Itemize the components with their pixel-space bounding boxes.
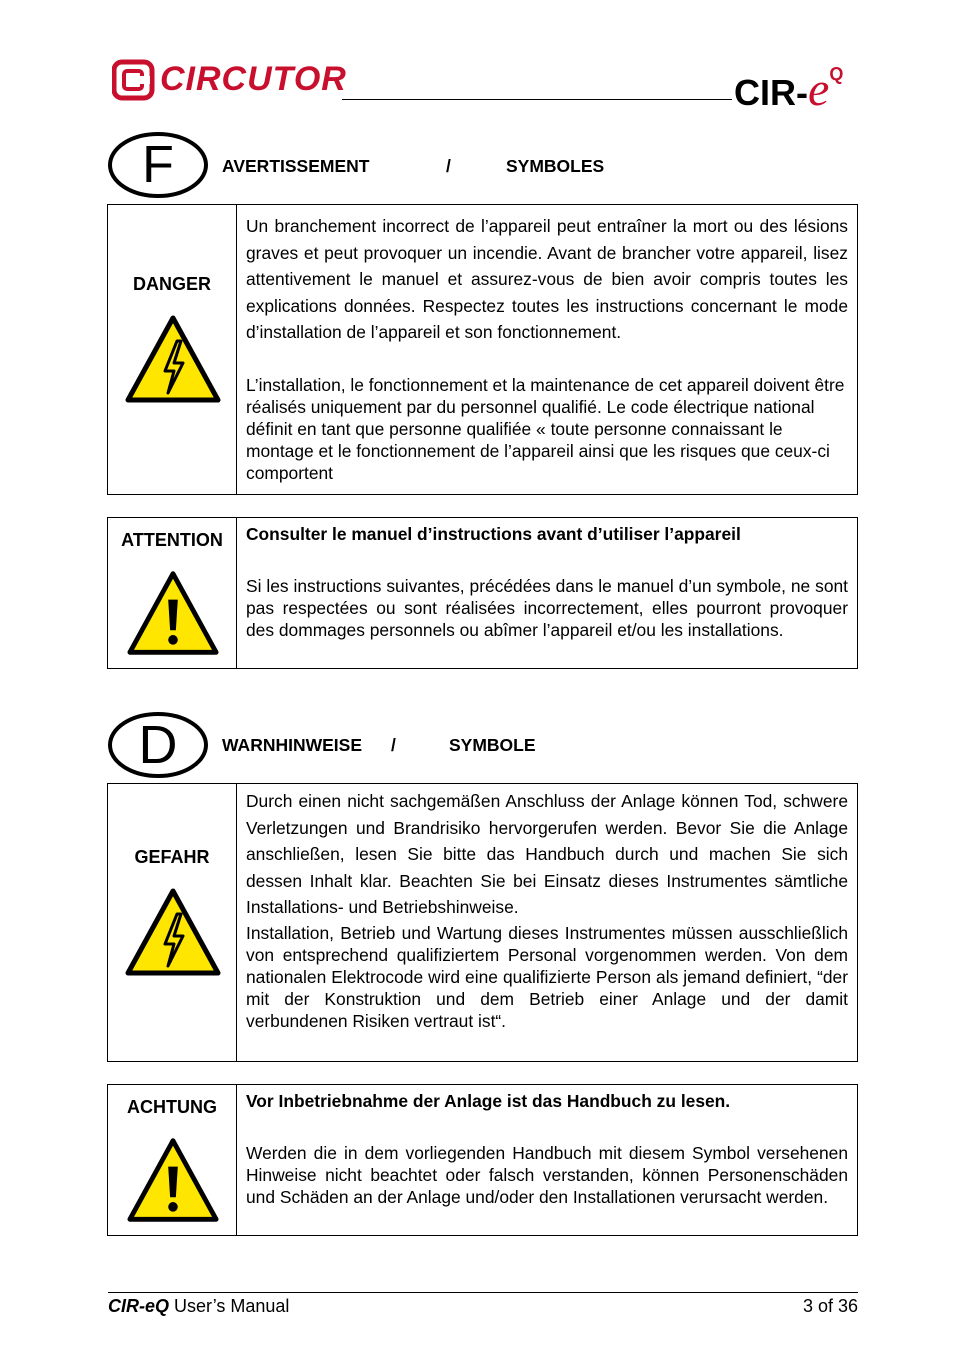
achtung-label: ACHTUNG xyxy=(127,1097,217,1117)
attention-heading: Consulter le manuel d’instructions avant d’utiliser l’appareil xyxy=(246,524,741,544)
product-logo: CIR-$e^Q$ xyxy=(734,63,844,116)
lang-badge-d xyxy=(108,712,208,778)
gefahr-para2: Installation, Betrieb und Wartung dieses Instrumentes müssen ausschließlich von entsprechend qualifiziertem Personal vorgenommen werden. Von dem nationalen Elektrocode wird eine qualifizierte Person als jemand definiert, “der mit der Konstruktion und dem Betrieb einer Anlage und der damit verbundenen Risiken vertraut ist“. xyxy=(246,923,848,1031)
achtung-box xyxy=(107,1084,858,1236)
column-divider xyxy=(236,205,237,494)
column-divider xyxy=(236,1085,237,1235)
page-number: 3 of 36 xyxy=(802,1296,858,1316)
header-rule xyxy=(342,99,732,100)
danger-label: DANGER xyxy=(132,274,211,294)
footer-rule xyxy=(108,1292,858,1293)
section-subtitle-fr: SYMBOLES xyxy=(506,156,605,176)
title-separator: / xyxy=(446,156,451,176)
danger-para1: Un branchement incorrect de l’appareil peut entraîner la mort ou des lésions graves et peut provoquer un incendie. Avant de brancher votre appareil, lisez attentivement le manuel et assurez-vous de bien avoir compris toutes les explications données. Respectez toutes les instructions concernant le mode d’installation de l’appareil et son fonctionnement. xyxy=(246,216,848,343)
section-title-de: WARNHINWEISE xyxy=(222,735,362,755)
column-divider xyxy=(236,518,237,668)
footer-manual-title: CIR-eQ User’s Manual xyxy=(108,1296,290,1316)
exclamation-warning-icon xyxy=(127,570,219,656)
achtung-para: Werden die in dem vorliegenden Handbuch mit diesem Symbol versehenen Hinweise nicht beachtet oder falsch verstanden, können Personenschäden und Schäden an der Anlage und/oder den Installationen verursacht werden. xyxy=(246,1143,848,1207)
title-separator: / xyxy=(391,735,396,755)
danger-para2: L’installation, le fonctionnement et la maintenance de cet appareil doivent être réalisés uniquement par du personnel qualifié. Le code électrique national définit en tant que personne qualifiée « toute personne connaissant le montage et le fonctionnement de l’appareil ainsi que les risques que ceux-ci comportent xyxy=(246,375,845,483)
column-divider xyxy=(236,784,237,1061)
svg-text:F: F xyxy=(142,136,174,194)
section-subtitle-de: SYMBOLE xyxy=(449,735,536,755)
attention-para: Si les instructions suivantes, précédées dans le manuel d’un symbole, ne sont pas respectées ou sont réalisées incorrectement, elles pourront provoquer des dommages personnels ou abîmer l’appareil et/ou les installations. xyxy=(246,576,848,640)
brand-name: CIRCUTOR xyxy=(160,60,347,98)
svg-text:D: D xyxy=(138,715,178,775)
danger-box xyxy=(107,204,858,495)
lang-badge-f xyxy=(108,132,208,198)
electric-hazard-icon xyxy=(125,888,221,976)
gefahr-label: GEFAHR xyxy=(134,847,210,867)
attention-box xyxy=(107,517,858,669)
section-title-fr: AVERTISSEMENT xyxy=(222,156,370,176)
attention-label: ATTENTION xyxy=(121,530,223,550)
achtung-heading: Vor Inbetriebnahme der Anlage ist das Handbuch zu lesen. xyxy=(246,1091,731,1111)
gefahr-para1: Durch einen nicht sachgemäßen Anschluss der Anlage können Tod, schwere Verletzungen und Brandrisiko hervorgerufen werden. Bevor Sie die Anlage anschließen, lesen Sie bitte das Handbuch durch und machen Sie sich dessen Inhalt klar. Beachten Sie bei Einsatz dieses Instrumentes sämtliche Installations- und Betriebshinweise. xyxy=(246,791,848,918)
exclamation-warning-icon xyxy=(127,1137,219,1223)
electric-hazard-icon xyxy=(125,315,221,403)
gefahr-box xyxy=(107,783,858,1062)
